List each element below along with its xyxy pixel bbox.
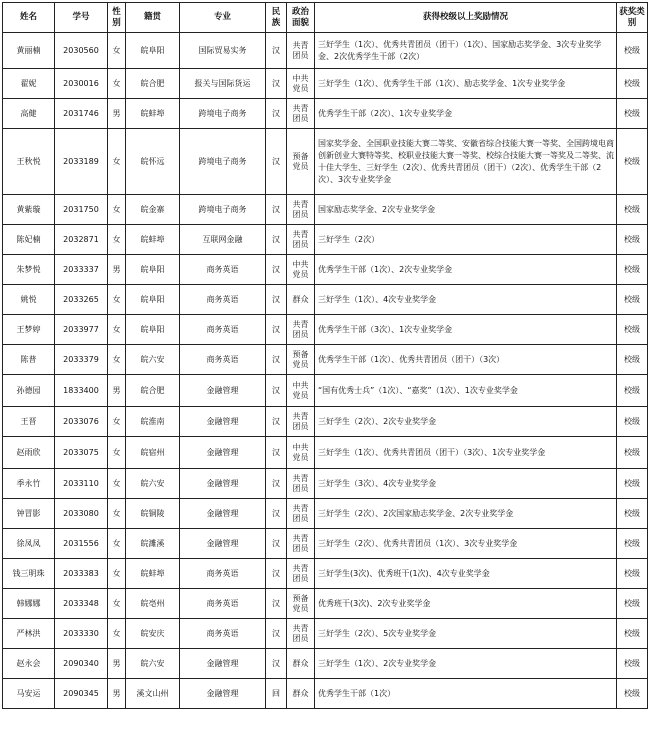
cell-awards: 三好学生（2次）、5次专业奖学金	[315, 619, 617, 649]
cell-gender: 女	[108, 469, 126, 499]
cell-name: 赵永会	[3, 649, 55, 679]
cell-awards: 三好学生（2次）、2次专业奖学金	[315, 407, 617, 437]
cell-award-level: 校级	[617, 529, 648, 559]
cell-native-place: 皖濉溪	[126, 529, 180, 559]
cell-student-id: 2090340	[55, 649, 108, 679]
cell-gender: 女	[108, 315, 126, 345]
award-table-container	[2, 2, 648, 709]
cell-award-level: 校级	[617, 195, 648, 225]
cell-ethnicity: 汉	[266, 195, 287, 225]
cell-native-place: 皖蚌埠	[126, 225, 180, 255]
cell-native-place: 皖六安	[126, 649, 180, 679]
cell-political-status: 预备党员	[287, 589, 315, 619]
cell-student-id: 2032871	[55, 225, 108, 255]
cell-student-id: 2090345	[55, 679, 108, 709]
cell-student-id: 2031746	[55, 99, 108, 129]
cell-name: 孙德园	[3, 375, 55, 407]
table-row	[3, 285, 648, 315]
cell-awards: 三好学生（2次）	[315, 225, 617, 255]
cell-native-place: 皖怀远	[126, 129, 180, 195]
cell-major: 商务英语	[180, 345, 266, 375]
cell-major: 商务英语	[180, 559, 266, 589]
cell-political-status: 共青团员	[287, 469, 315, 499]
header-gender: 性别	[108, 3, 126, 33]
cell-award-level: 校级	[617, 69, 648, 99]
cell-ethnicity: 汉	[266, 529, 287, 559]
cell-awards: 优秀学生干部（3次）、1次专业奖学金	[315, 315, 617, 345]
cell-award-level: 校级	[617, 589, 648, 619]
table-row	[3, 99, 648, 129]
cell-awards: 优秀学生干部（1次）	[315, 679, 617, 709]
cell-native-place: 皖阜阳	[126, 255, 180, 285]
cell-awards: 三好学生（1次）、优秀学生干部（1次）、励志奖学金、1次专业奖学金	[315, 69, 617, 99]
cell-gender: 女	[108, 69, 126, 99]
table-row	[3, 619, 648, 649]
cell-awards: 三好学生（1次）、2次专业奖学金	[315, 649, 617, 679]
table-row	[3, 499, 648, 529]
cell-ethnicity: 汉	[266, 469, 287, 499]
cell-gender: 女	[108, 437, 126, 469]
cell-student-id: 2033977	[55, 315, 108, 345]
cell-political-status: 中共党员	[287, 255, 315, 285]
cell-student-id: 1833400	[55, 375, 108, 407]
cell-gender: 女	[108, 285, 126, 315]
cell-student-id: 2033076	[55, 407, 108, 437]
cell-gender: 女	[108, 499, 126, 529]
cell-awards: 优秀学生干部（1次）、2次专业奖学金	[315, 255, 617, 285]
cell-name: 徐凤凤	[3, 529, 55, 559]
cell-ethnicity: 回	[266, 679, 287, 709]
cell-gender: 男	[108, 375, 126, 407]
cell-gender: 女	[108, 225, 126, 255]
header-award-level: 获奖类别	[617, 3, 648, 33]
cell-award-level: 校级	[617, 407, 648, 437]
cell-ethnicity: 汉	[266, 69, 287, 99]
cell-name: 马安运	[3, 679, 55, 709]
header-name: 姓名	[3, 3, 55, 33]
cell-gender: 女	[108, 619, 126, 649]
cell-student-id: 2033379	[55, 345, 108, 375]
cell-political-status: 共青团员	[287, 499, 315, 529]
cell-name: 钟冒影	[3, 499, 55, 529]
cell-name: 严林洪	[3, 619, 55, 649]
cell-political-status: 中共党员	[287, 437, 315, 469]
cell-political-status: 群众	[287, 649, 315, 679]
cell-award-level: 校级	[617, 649, 648, 679]
cell-gender: 男	[108, 99, 126, 129]
cell-major: 金融管理	[180, 469, 266, 499]
cell-major: 跨境电子商务	[180, 99, 266, 129]
cell-political-status: 预备党员	[287, 129, 315, 195]
cell-award-level: 校级	[617, 559, 648, 589]
cell-award-level: 校级	[617, 33, 648, 69]
cell-ethnicity: 汉	[266, 345, 287, 375]
cell-major: 商务英语	[180, 315, 266, 345]
cell-native-place: 皖合肥	[126, 375, 180, 407]
cell-ethnicity: 汉	[266, 407, 287, 437]
table-row	[3, 437, 648, 469]
cell-native-place: 皖六安	[126, 469, 180, 499]
cell-major: 商务英语	[180, 285, 266, 315]
cell-major: 商务英语	[180, 255, 266, 285]
table-row	[3, 407, 648, 437]
table-row	[3, 195, 648, 225]
cell-gender: 男	[108, 649, 126, 679]
cell-gender: 女	[108, 345, 126, 375]
cell-native-place: 皖淮南	[126, 407, 180, 437]
cell-awards: 国家励志奖学金、2次专业奖学金	[315, 195, 617, 225]
cell-ethnicity: 汉	[266, 559, 287, 589]
cell-name: 翟妮	[3, 69, 55, 99]
cell-political-status: 共青团员	[287, 99, 315, 129]
header-political-status: 政治面貌	[287, 3, 315, 33]
cell-political-status: 群众	[287, 285, 315, 315]
cell-major: 金融管理	[180, 529, 266, 559]
cell-major: 国际贸易实务	[180, 33, 266, 69]
cell-political-status: 共青团员	[287, 619, 315, 649]
cell-name: 朱梦悦	[3, 255, 55, 285]
cell-major: 商务英语	[180, 589, 266, 619]
table-row	[3, 559, 648, 589]
table-row	[3, 255, 648, 285]
cell-awards: 优秀学生干部（1次）、优秀共青团员（团干）（3次）	[315, 345, 617, 375]
cell-student-id: 2033330	[55, 619, 108, 649]
table-row	[3, 315, 648, 345]
table-row	[3, 589, 648, 619]
cell-political-status: 共青团员	[287, 315, 315, 345]
cell-student-id: 2033383	[55, 559, 108, 589]
cell-awards: 三好学生（1次）、优秀共青团员（团干）（1次）、国家励志奖学金、3次专业奖学金、2次优秀学生干部（2次）	[315, 33, 617, 69]
cell-political-status: 预备党员	[287, 345, 315, 375]
table-row	[3, 225, 648, 255]
cell-gender: 男	[108, 255, 126, 285]
cell-gender: 女	[108, 33, 126, 69]
cell-student-id: 2033110	[55, 469, 108, 499]
cell-student-id: 2033337	[55, 255, 108, 285]
cell-student-id: 2030016	[55, 69, 108, 99]
cell-political-status: 共青团员	[287, 33, 315, 69]
table-row	[3, 649, 648, 679]
cell-name: 王秋悦	[3, 129, 55, 195]
cell-award-level: 校级	[617, 315, 648, 345]
cell-student-id: 2031556	[55, 529, 108, 559]
cell-name: 钱三明珠	[3, 559, 55, 589]
cell-native-place: 皖阜阳	[126, 33, 180, 69]
cell-name: 陈妃楠	[3, 225, 55, 255]
cell-awards: “国有优秀士兵”（1次）、“嘉奖”（1次）、1次专业奖学金	[315, 375, 617, 407]
cell-ethnicity: 汉	[266, 99, 287, 129]
cell-ethnicity: 汉	[266, 33, 287, 69]
cell-major: 金融管理	[180, 437, 266, 469]
cell-ethnicity: 汉	[266, 285, 287, 315]
cell-student-id: 2030560	[55, 33, 108, 69]
cell-name: 韩娜娜	[3, 589, 55, 619]
cell-student-id: 2033265	[55, 285, 108, 315]
table-row	[3, 69, 648, 99]
cell-gender: 女	[108, 195, 126, 225]
cell-ethnicity: 汉	[266, 649, 287, 679]
cell-award-level: 校级	[617, 99, 648, 129]
header-awards: 获得校级以上奖励情况	[315, 3, 617, 33]
cell-ethnicity: 汉	[266, 255, 287, 285]
cell-student-id: 2033075	[55, 437, 108, 469]
cell-student-id: 2033189	[55, 129, 108, 195]
table-row	[3, 679, 648, 709]
cell-native-place: 皖蚌埠	[126, 559, 180, 589]
cell-awards: 优秀班干(3次)、2次专业奖学金	[315, 589, 617, 619]
table-row	[3, 345, 648, 375]
award-table	[2, 2, 648, 709]
cell-ethnicity: 汉	[266, 225, 287, 255]
header-row	[3, 3, 648, 33]
cell-name: 黄紫璇	[3, 195, 55, 225]
cell-major: 金融管理	[180, 407, 266, 437]
cell-ethnicity: 汉	[266, 375, 287, 407]
cell-ethnicity: 汉	[266, 499, 287, 529]
cell-award-level: 校级	[617, 345, 648, 375]
cell-student-id: 2033348	[55, 589, 108, 619]
cell-gender: 男	[108, 679, 126, 709]
cell-major: 互联网金融	[180, 225, 266, 255]
cell-awards: 三好学生（1次）、优秀共青团员（团干）（3次）、1次专业奖学金	[315, 437, 617, 469]
cell-major: 商务英语	[180, 619, 266, 649]
table-row	[3, 375, 648, 407]
cell-major: 报关与国际货运	[180, 69, 266, 99]
cell-name: 王梦婷	[3, 315, 55, 345]
cell-awards: 三好学生（2次）、优秀共青团员（1次）、3次专业奖学金	[315, 529, 617, 559]
cell-name: 黄丽楠	[3, 33, 55, 69]
cell-major: 跨境电子商务	[180, 129, 266, 195]
header-ethnicity: 民族	[266, 3, 287, 33]
cell-native-place: 皖阜阳	[126, 285, 180, 315]
cell-award-level: 校级	[617, 437, 648, 469]
table-row	[3, 33, 648, 69]
cell-political-status: 共青团员	[287, 529, 315, 559]
cell-name: 王晋	[3, 407, 55, 437]
cell-award-level: 校级	[617, 619, 648, 649]
cell-name: 陈普	[3, 345, 55, 375]
cell-awards: 国家奖学金、全国职业技能大赛二等奖、安徽省综合技能大赛一等奖、全国跨境电商创新创业大赛特等奖、校职业技能大赛一等奖、校综合技能大赛一等奖及二等奖、流十佳大学生、三好学生（2次）、优秀共青团员（团干）（2次）、优秀学生干部（2次）、3次专业奖学金	[315, 129, 617, 195]
cell-name: 姚悦	[3, 285, 55, 315]
cell-name: 高健	[3, 99, 55, 129]
cell-political-status: 共青团员	[287, 225, 315, 255]
cell-native-place: 皖安庆	[126, 619, 180, 649]
header-major: 专业	[180, 3, 266, 33]
table-row	[3, 529, 648, 559]
cell-award-level: 校级	[617, 499, 648, 529]
cell-ethnicity: 汉	[266, 619, 287, 649]
cell-native-place: 皖铜陵	[126, 499, 180, 529]
cell-political-status: 共青团员	[287, 195, 315, 225]
cell-gender: 女	[108, 529, 126, 559]
cell-political-status: 中共党员	[287, 69, 315, 99]
cell-major: 跨境电子商务	[180, 195, 266, 225]
table-row	[3, 469, 648, 499]
cell-award-level: 校级	[617, 225, 648, 255]
cell-awards: 优秀学生干部（2次）、1次专业奖学金	[315, 99, 617, 129]
cell-name: 赵雨欣	[3, 437, 55, 469]
cell-ethnicity: 汉	[266, 315, 287, 345]
cell-gender: 女	[108, 407, 126, 437]
cell-gender: 女	[108, 589, 126, 619]
table-body	[3, 33, 648, 709]
cell-native-place: 皖亳州	[126, 589, 180, 619]
cell-native-place: 皖六安	[126, 345, 180, 375]
cell-award-level: 校级	[617, 679, 648, 709]
cell-ethnicity: 汉	[266, 589, 287, 619]
cell-student-id: 2033080	[55, 499, 108, 529]
cell-major: 金融管理	[180, 375, 266, 407]
cell-award-level: 校级	[617, 129, 648, 195]
cell-native-place: 皖金寨	[126, 195, 180, 225]
header-student-id: 学号	[55, 3, 108, 33]
cell-award-level: 校级	[617, 469, 648, 499]
cell-political-status: 共青团员	[287, 559, 315, 589]
cell-awards: 三好学生（1次）、4次专业奖学金	[315, 285, 617, 315]
cell-awards: 三好学生(3次)、优秀班干(1次)、4次专业奖学金	[315, 559, 617, 589]
cell-award-level: 校级	[617, 255, 648, 285]
cell-political-status: 中共党员	[287, 375, 315, 407]
cell-major: 金融管理	[180, 679, 266, 709]
header-native-place: 籍贯	[126, 3, 180, 33]
cell-major: 金融管理	[180, 649, 266, 679]
cell-political-status: 群众	[287, 679, 315, 709]
cell-native-place: 溪文山州	[126, 679, 180, 709]
cell-native-place: 皖宿州	[126, 437, 180, 469]
table-row	[3, 129, 648, 195]
cell-gender: 女	[108, 129, 126, 195]
cell-student-id: 2031750	[55, 195, 108, 225]
cell-major: 金融管理	[180, 499, 266, 529]
cell-awards: 三好学生（2次）、2次国家励志奖学金、2次专业奖学金	[315, 499, 617, 529]
cell-awards: 三好学生（3次）、4次专业奖学金	[315, 469, 617, 499]
cell-political-status: 共青团员	[287, 407, 315, 437]
cell-native-place: 皖合肥	[126, 69, 180, 99]
cell-ethnicity: 汉	[266, 129, 287, 195]
cell-native-place: 皖蚌埠	[126, 99, 180, 129]
cell-ethnicity: 汉	[266, 437, 287, 469]
cell-native-place: 皖阜阳	[126, 315, 180, 345]
cell-award-level: 校级	[617, 375, 648, 407]
cell-name: 季永竹	[3, 469, 55, 499]
cell-award-level: 校级	[617, 285, 648, 315]
cell-gender: 女	[108, 559, 126, 589]
